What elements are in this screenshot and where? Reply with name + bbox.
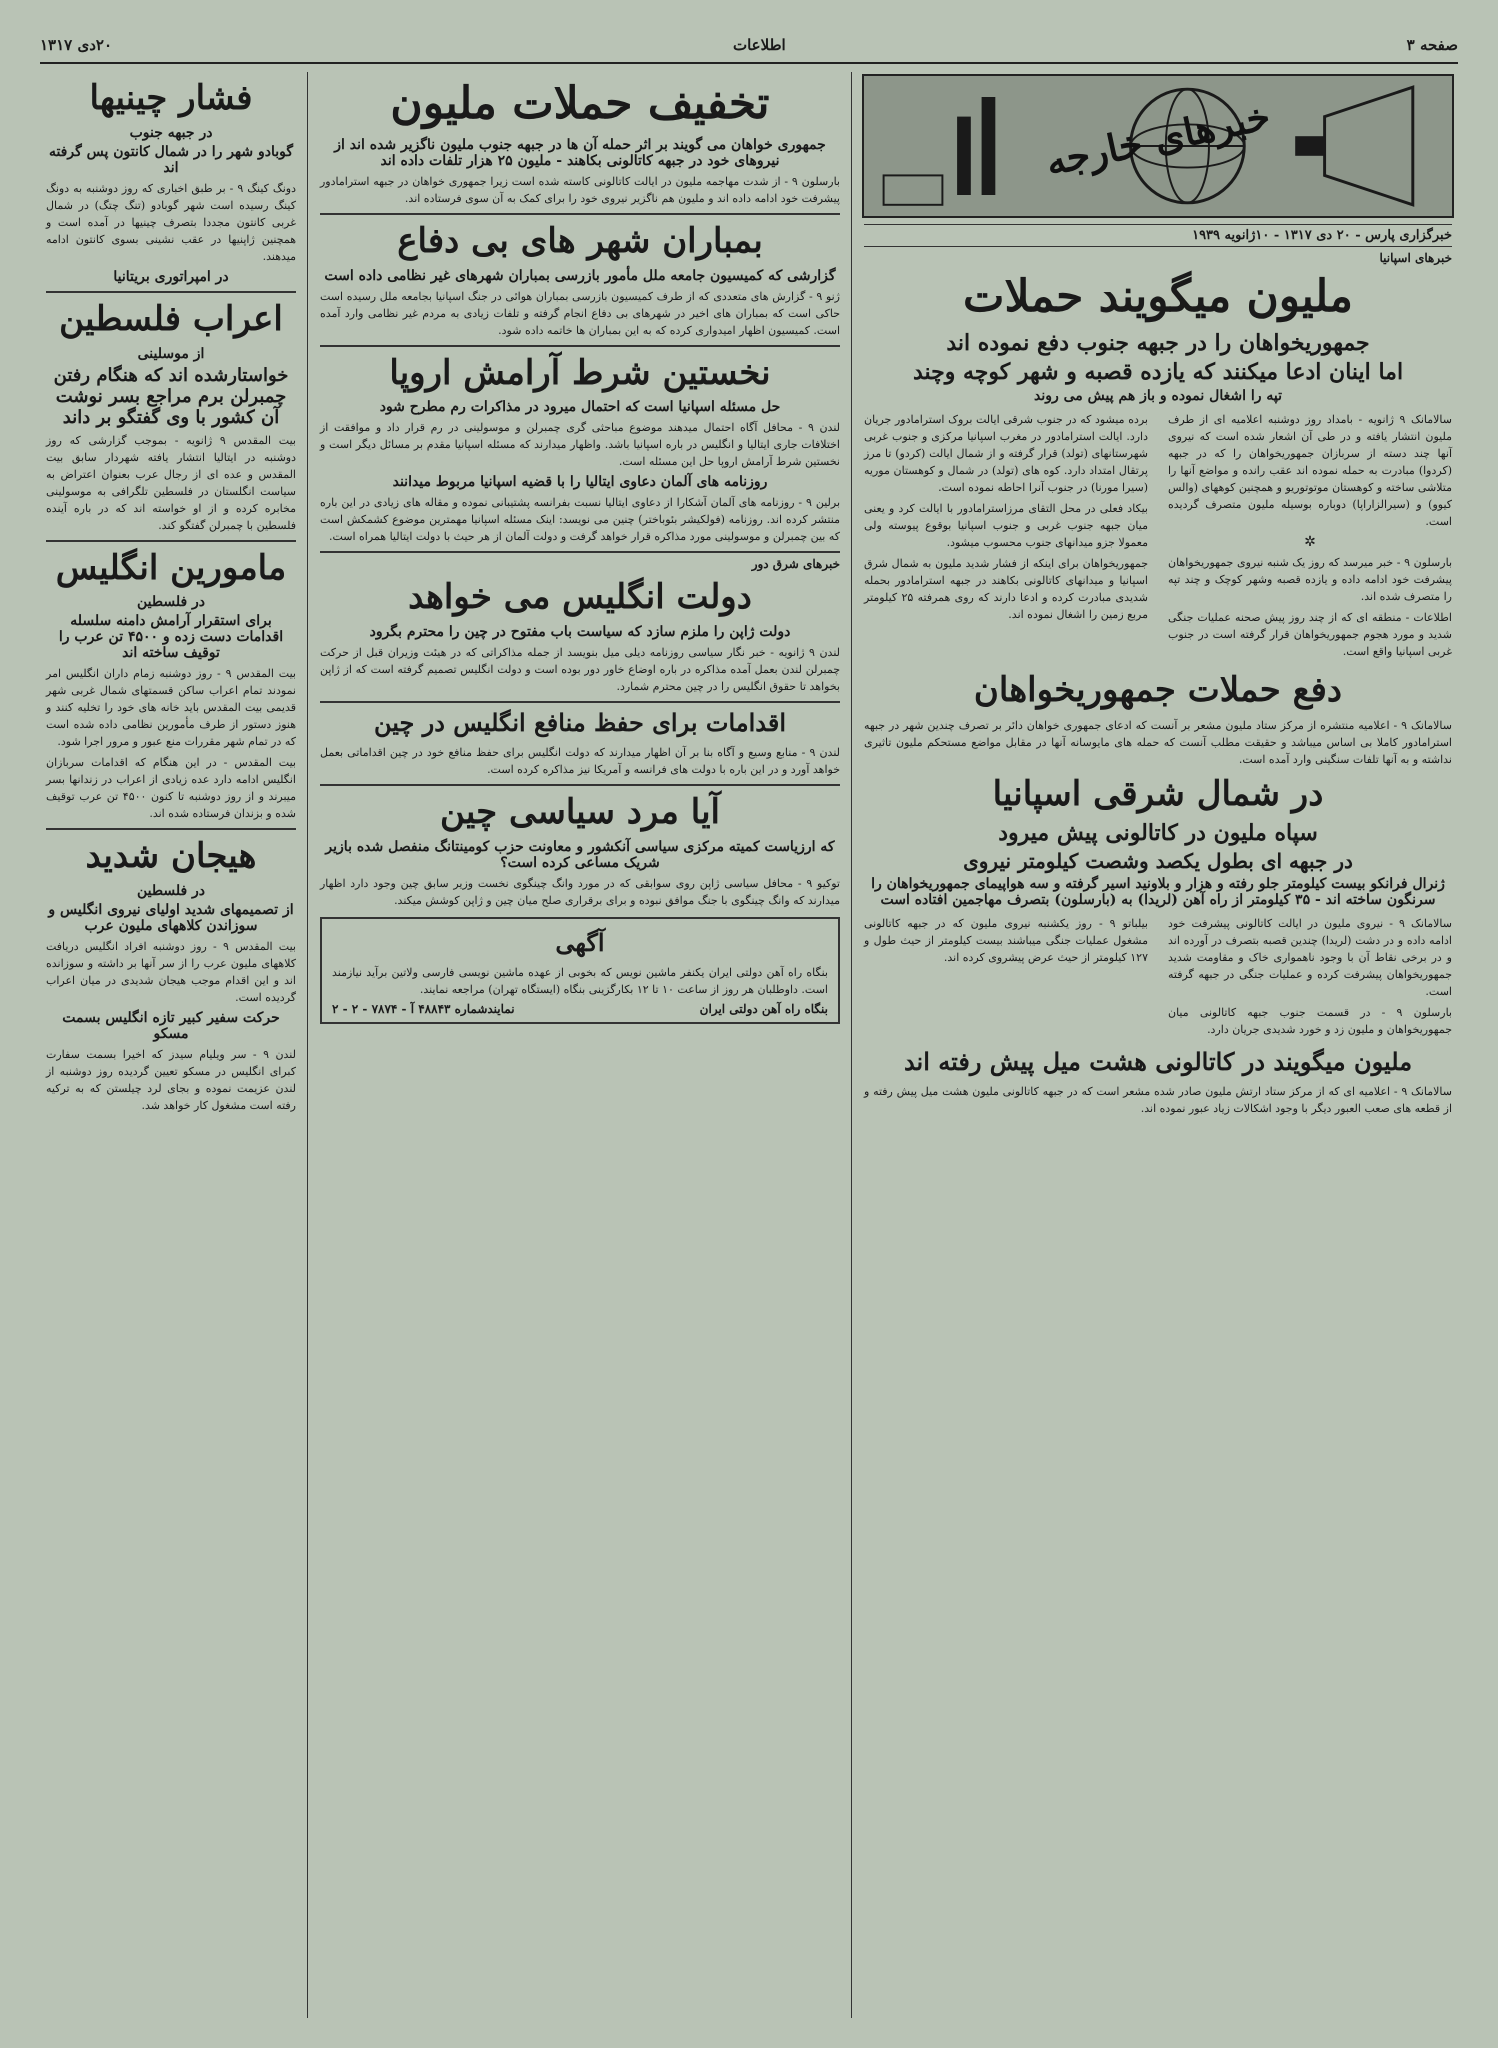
section-label: خبرهای اسپانیا <box>1379 251 1452 265</box>
column-divider <box>851 72 852 2018</box>
headline: دفع حملات جمهوریخواهان <box>973 669 1343 710</box>
article-paragraph: بیلباتو ۹ - روز یکشنبه نیروی ملیون که در جبهه کاتالونی مشغول عملیات جنگی میباشند بیست کیلومتر از حیث طول و ۱۲۷ کیلومتر از حیث عرض پیشروی کرده اند. <box>864 917 1148 965</box>
subheadline: در فلسطین <box>136 594 206 611</box>
subheadline: گوبادو شهر را در شمال کانتون پس گرفته اند <box>48 143 294 176</box>
subheadline: حل مسئله اسپانیا است که احتمال میرود در مذاکرات رم مطرح شود <box>379 399 781 416</box>
headline: فشار چینیها <box>89 78 253 118</box>
subheadline: که ارزیاست کمیته مرکزی سیاسی آنکشور و معاونت حزب کومینتانگ منفصل شده بازیر شریک مساعی کرده است؟ <box>325 838 835 871</box>
headline: مامورین انگلیس <box>55 547 287 588</box>
subheadline: اما اینان ادعا میکنند که یازده قصبه و شهر کوچه وچند <box>912 358 1404 385</box>
column-divider <box>307 72 308 2018</box>
ad-signature: بنگاه راه آهن دولتی ایران <box>699 1001 828 1016</box>
article-paragraph: بیکاد فعلی در محل التقای مرزاسترامادور با ایالت کرد و یعنی میان جبهه جنوب غربی و جنوب اسپانیا بوقوع پیوسته ولی معمولا جزو میدانهای جنوب محسوب میشود. <box>864 501 1148 549</box>
article-paragraph: برلین ۹ - روزنامه های آلمان آشکارا از دعاوی ایتالیا نسبت بفرانسه پشتیبانی نموده و مقاله های زیادی در این باره منتشر کرده اند. روزنامه (فولکیشر بئوباختر) چنین می نویسد: اینک مسئله اسپانیا مهمترین موضوع کشمکش است که بین چمبرلن و موسولینی مورد مذاکره قرار خواهد گرفت و دولت آلمان از هر حیث با دولت ایتالیا همراه است. <box>320 494 840 553</box>
article-paragraph: لندن ۹ - منابع وسیع و آگاه بنا بر آن اظهار میدارند که دولت انگلیس برای حفظ منافع خود در چین اقداماتی بعمل خواهد آورد و در این باره با دولت های فرانسه و آمریکا نیز مذاکره کرده است. <box>320 744 840 786</box>
banner-title: خبرهای خارجه <box>1042 92 1275 185</box>
foreign-news-column <box>858 72 1458 2018</box>
article-paragraph: برده میشود که در جنوب شرقی ایالت بروک استرامادور جریان دارد. ایالت استرامادور در مغرب اسپانیا مرکزی و جنوب غربی شهرستانهای (تولد) قرار گرفته و از شمال ایالت (کردو) تا مرز پرتقال امتداد دارد. کوه های (تولد) در شمال و کوهستان موریه (سیرا مورنا) در جنوب آنرا احاطه نموده است. <box>864 412 1148 494</box>
page-number: صفحه ۳ <box>1406 36 1458 54</box>
subheadline: جمهوری خواهان می گویند بر اثر حمله آن ها در جبهه جنوب ملیون ناگزیر شده اند از نیروهای خود در جبهه کاتالونی بکاهند - ملیون ۲۵ هزار تلفات داده اند <box>334 136 826 169</box>
headline: تخفیف حملات ملیون <box>390 78 770 129</box>
section-label: خبرهای شرق دور <box>751 557 840 572</box>
headline: اقدامات برای حفظ منافع انگلیس در چین <box>373 708 787 738</box>
headline: هیجان شدید <box>85 836 257 877</box>
article-paragraph: لندن ۹ ژانویه - خبر نگار سیاسی روزنامه دیلی میل بنویسد از جمله مذاکراتی که در هیئت وزیران قبل از حرکت چمبرلن لندن بعمل آمده مذاکره در باره اوضاع خاور دور بوده است و دولت انگلیس تصمیم گرفته است که از ژاپن بخواهد تا حقوق انگلیس را در چین محترم شمارد. <box>320 644 840 703</box>
article-paragraph: بارسلون ۹ - در قسمت جنوب جبهه کاتالونی میان جمهوریخواهان و ملیون زد و خورد شدیدی جریان دارد. <box>1168 1006 1452 1037</box>
article-paragraph: بیت المقدس - در این هنگام که اقدامات سربازان انگلیس ادامه دارد عده زیادی از اعراب در زندانها بسر میبرند و از روز دوشنبه تا کنون ۴۵۰۰ تن عرب توقیف شده و بزندان فرستاده شده اند. <box>46 754 296 830</box>
headline: نخستین شرط آرامش اروپا <box>389 352 771 393</box>
subheadline: در امپراتوری بریتانیا <box>46 269 296 293</box>
article-paragraph: سالامانک ۹ - اعلامیه منتشره از مرکز ستاد ملیون مشعر بر آنست که ادعای جمهوری خواهان دائر بر تصرف چندین شهر در جبهه استرامادور کاملا بی اساس میباشد و حقیقت مطلب آنست که حمله های مایوسانه آنها در مقابل مواضع مستحکم ملیون تاثیری نداشته و به آنها تلفات سنگینی وارد آمده است. <box>864 718 1452 766</box>
article-paragraph: بارسلون ۹ - از شدت مهاجمه ملیون در ایالت کاتالونی کاسته شده است زیرا جمهوری خواهان در جبهه استرامادور پیشرفت خود ادامه داده اند و ملیون هم ناگزیر نیروی خود را برای کمک به آن سوی فرستاده اند. <box>320 173 840 215</box>
article-paragraph: اطلاعات - منطقه ای که از چند روز پیش صحنه عملیات جنگی شدید و مورد هجوم جمهوریخواهان قرار گرفته است در جنوب غربی اسپانیا واقع است. <box>1168 610 1452 658</box>
newspaper-name: اطلاعات <box>732 36 786 54</box>
headline: ملیون میگویند در کاتالونی هشت میل پیش رفته اند <box>903 1047 1413 1077</box>
subheadline: دولت ژاپن را ملزم سازد که سیاست باب مفتوح در چین را محترم بگرود <box>369 624 791 641</box>
subheadline: جمهوریخواهان را در جبهه جنوب دفع نموده اند <box>946 329 1370 356</box>
subheadline: از موسلینی <box>137 345 205 362</box>
subheadline: گزارشی که کمیسیون جامعه ملل مأمور بازرسی بمباران شهرهای غیر نظامی داده است <box>324 267 836 284</box>
article-paragraph: لندن ۹ - محافل آگاه احتمال میدهند موضوع مباحثی گری چمبرلن و موسولینی در رم قرار داد و موافقت از اختلافات جاری ایتالیا و انگلیس در باره اسپانیا باشد. واظهار میدارند که مسئله اسپانیا مقدم بر مسائل دیگر است و نخستین شرط آرامش اروپا حل این مسئله است. <box>320 421 841 469</box>
subheadline: در فلسطین <box>136 883 206 900</box>
issue-date: ۲۰دی ۱۳۱۷ <box>40 36 113 54</box>
article-paragraph: سالامانک ۹ ژانویه - بامداد روز دوشنبه اعلامیه ای از طرف ملیون انتشار یافته و در طی آن اشعار شده است که نیروی آنها چند دسته از سربازان جمهوریخواهان را که در جبهه (کردوا) مبادرت به حمله نموده اند عقب رانده و مواضع آنها را متلاشی ساخته و کوهستان موتوتوریو و همچنین کوههای (والس کیوو) و (سیرالزاراپا) دوباره بوسیله ملیون متصرف گردیده است. <box>1168 412 1452 528</box>
article-paragraph: دونگ کینگ ۹ - بر طبق اخباری که روز دوشنبه به دونگ کینگ رسیده است شهر گوبادو (تنگ چتگ) در شمال غربی کانتون مجددا بتصرف چینیها در آمده است و همچنین ژاپنیها در عقب نشینی بسوی کانتون ادامه میدهند. <box>46 181 296 263</box>
foreign-news-banner <box>862 74 1454 218</box>
headline: ملیون میگویند حملات <box>963 271 1353 322</box>
article-paragraph: سالامانک ۹ - اعلامیه ای که از مرکز ستاد ارتش ملیون صادر شده مشعر است که در جبهه کاتالونی ملیون هشت میل پیش رفته و از قطعه های صعب العبور دیگر با وجود اشکالات زیاد عبور نموده اند. <box>864 1085 1452 1116</box>
article-paragraph: بیت المقدس ۹ ژانویه - بموجب گزارشی که روز دوشنبه در ایتالیا انتشار یافته شهردار سابق بیت المقدس و عده ای از رجال عرب بعنوان اعتراض به سیاست انگلستان در فلسطین تلگرافی به موسولینی مخابره کرده و از او خواسته اند که در باره آینده فلسطین با چمبرلن گفتگو کند. <box>46 432 296 542</box>
article-paragraph: ژنو ۹ - گزارش های متعددی که از طرف کمیسیون بازرسی بمباران هوائی در جنگ اسپانیا بجامعه ملل رسیده است حاکی است که بمباران های اخیر در شهرهای بی دفاع انجام گرفته و تلفات زیادی به مردم غیر نظامی وارد آمده است. کمیسیون اظهار امیدواری کرده که به این بمباران ها خاتمه داده شود. <box>320 288 840 347</box>
left-column <box>40 72 302 2018</box>
headline: اعراب فلسطین <box>59 298 283 339</box>
subheadline: از تصمیمهای شدید اولیای نیروی انگلیس و سوزاندن کلاههای ملیون عرب <box>48 902 294 935</box>
ad-text: بنگاه راه آهن دولتی ایران یکنفر ماشین نویس که بخوبی از عهده ماشین نویسی فارسی ولاتین برآید نیازمند است. داوطلبان هر روز از ساعت ۱۰ تا ۱۲ بکارگزینی بنگاه (ایستگاه تهران) مراجعه نمایند. <box>332 965 828 996</box>
headline: دولت انگلیس می خواهد <box>408 577 752 618</box>
headline: در شمال شرقی اسپانیا <box>992 773 1324 814</box>
dateline: خبرگزاری پارس - ۲۰ دی ۱۳۱۷ - ۱۰ژانویه ۱۹۳۹ <box>864 224 1452 247</box>
subheadline: خواستارشده اند که هنگام رفتن چمبرلن برم مراجع بسر نوشت آن کشور با وی گفتگو بر داند <box>53 364 289 428</box>
article-paragraph: جمهوریخواهان برای اینکه از فشار شدید ملیون به شمال شرق اسپانیا و میدانهای کاتالونی بکاهند در جبهه استرامادور بحمله شدیدی مبادرت کرده و ادعا دارند که روی همرفته ۲۵ کیلومتر مربع زمین را اشغال نموده اند. <box>864 556 1148 621</box>
article-paragraph: لندن ۹ - سر ویلیام سیدز که اخیرا بسمت سفارت کبرای انگلیس در مسکو تعیین گردیده روز دوشنبه از لندن عزیمت نموده و بجای لرد چیلستن که به ترکیه رفته است مشغول کار خواهد شد. <box>46 1048 296 1113</box>
middle-column <box>314 72 846 2018</box>
page-header <box>40 28 1458 64</box>
article-paragraph: بیت المقدس ۹ - روز دوشنبه زمام داران انگلیس امر نمودند تمام اعراب ساکن قسمتهای شمال غربی شهر قدیمی بیت المقدس باید خانه های خود را تخلیه کنند و هنوز دستور از طرف مأمورین نظامی داده شده است که در تمام شهر مقررات منع عبور و مرور اجرا شود. <box>46 667 296 749</box>
headline: آیا مرد سیاسی چین <box>440 791 720 832</box>
star-icon: ✲ <box>1304 533 1316 550</box>
article-paragraph: بارسلون ۹ - خبر میرسد که روز یک شنبه نیروی جمهوریخواهان پیشرفت خود ادامه داده و یازده قصبه وشهر کوچک و چند تپه را متصرف شده اند. <box>1168 555 1453 603</box>
advertisement-box <box>320 917 840 1024</box>
article-paragraph: سالامانک ۹ - نیروی ملیون در ایالت کاتالونی پیشرفت خود ادامه داده و در دشت (لریدا) چندین قصبه بتصرف در آورده اند و در برخی نقاط آن با وجود ناهمواری خاک و مقاومت شدید جمهوریخواهان پیشرفت کرده و عملیات جنگی در جبهه گرفته است. <box>1168 917 1452 999</box>
subheadline: برای استقرار آرامش دامنه سلسله اقدامات دست زده و ۴۵۰۰ تن عرب را توقیف ساخته اند <box>58 613 284 662</box>
article-paragraph: بیت المقدس ۹ - روز دوشنبه افراد انگلیس دریافت کلاههای ملیون عرب را از سر آنها بر داشته و سوزانده اند و این اقدام موجب هیجان شدیدی در میان اعراب گردیده است. <box>46 940 296 1005</box>
subheadline: ژنرال فرانکو بیست کیلومتر جلو رفته و هزار و بلاونید اسیر گرفته و سه هواپیمای جمهوریخواهان را سرنگون ساخته اند - ۳۵ کیلومتر از راه آهن (لریدا) به (بارسلون) بتصرف مهاجمین افتاده است <box>871 876 1445 909</box>
ad-number: نمایندشماره ۴۸۸۴۳ آ - ۷۸۷۴ - ۲ - ۲ <box>332 1001 515 1016</box>
headline: بمباران شهر های بی دفاع <box>397 220 763 261</box>
article-paragraph: توکیو ۹ - محافل سیاسی ژاپن روی سوابقی که در مورد وانگ چینگوی نخست وزیر سابق چین وجود دارد اظهار میدارند که وانگ چینگوی با جنگ موافق نبوده و برای برقراری صلح میان چین و ژاپن کوشش میکند. <box>320 876 840 907</box>
subheadline: سپاه ملیون در کاتالونی پیش میرود <box>998 820 1318 847</box>
subheadline: تپه را اشغال نموده و باز هم پیش می روند <box>1033 387 1283 404</box>
subheadline: در جبهه جنوب <box>129 124 213 141</box>
subheadline: در جبهه ای بطول یکصد وشصت کیلومتر نیروی <box>963 849 1353 874</box>
ad-title: آگهی <box>555 927 605 957</box>
subheadline: روزنامه های آلمان دعاوی ایتالیا را با قضیه اسپانیا مربوط میدانند <box>392 474 768 491</box>
subheadline: حرکت سفیر کبیر تازه انگلیس بسمت مسکو <box>62 1010 280 1043</box>
